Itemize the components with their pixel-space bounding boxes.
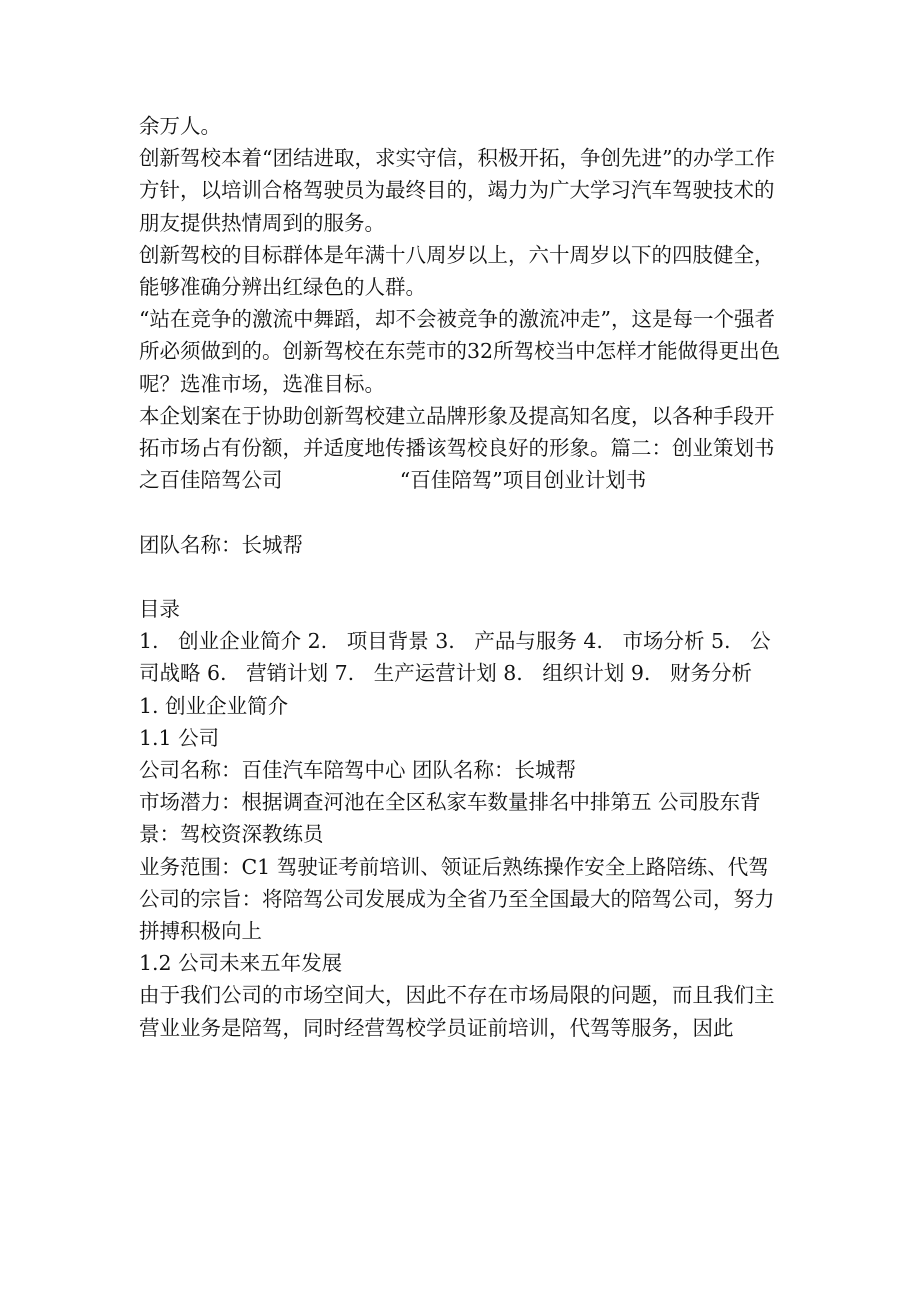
section-heading-1: 1. 创业企业简介 bbox=[139, 693, 289, 718]
blank-line bbox=[139, 561, 789, 593]
paragraph-3: 创新驾校的目标群体是年满十八周岁以上，六十周岁以下的四肢健全，能够准确分辨出红绿色的人群。 bbox=[139, 242, 775, 300]
paragraph-1: 余万人。 bbox=[139, 114, 221, 138]
business-scope-line: 业务范围：C1 驾驶证考前培训、领证后熟练操作安全上路陪练、代驾 bbox=[139, 854, 769, 879]
paragraph-last: 由于我们公司的市场空间大，因此不存在市场局限的问题，而且我们主营业业务是陪驾，同时经营驾校学员证前培训，代驾等服务，因此 bbox=[139, 983, 775, 1040]
section-heading-1-1: 1.1 公司 bbox=[139, 725, 220, 750]
company-purpose-line: 公司的宗旨：将陪驾公司发展成为全省乃至全国最大的陪驾公司，努力拼搏积极向上 bbox=[139, 886, 775, 944]
team-name-line: 团队名称：长城帮 bbox=[139, 532, 303, 557]
paragraph-2: 创新驾校本着“团结进取，求实守信，积极开拓，争创先进”的办学工作方针，以培训合格驾驶员为最终目的，竭力为广大学习汽车驾驶技术的朋友提供热情周到的服务。 bbox=[139, 146, 775, 235]
toc-heading: 目录 bbox=[139, 597, 180, 622]
blank-line bbox=[139, 496, 789, 528]
document-body bbox=[139, 110, 789, 1044]
paragraph-5: 本企划案在于协助创新驾校建立品牌形象及提高知名度，以各种手段开拓市场占有份额，并适度地传播该驾校良好的形象。篇二：创业策划书之百佳陪驾公司 “百佳陪驾”项目创业计划书 bbox=[139, 403, 775, 493]
section-heading-1-2: 1.2 公司未来五年发展 bbox=[139, 951, 343, 976]
paragraph-4: “站在竞争的激流中舞蹈，却不会被竞争的激流冲走”，这是每一个强者所必须做到的。创新驾校在东莞市的32所驾校当中怎样才能做得更出色呢？选准市场，选准目标。 bbox=[139, 307, 781, 396]
market-potential-line: 市场潜力：根据调查河池在全区私家车数量排名中排第五 公司股东背景：驾校资深教练员 bbox=[139, 790, 761, 847]
toc-list: 1. 创业企业简介 2. 项目背景 3. 产品与服务 4. 市场分析 5. 公司战略 6. 营销计划 7. 生产运营计划 8. 组织计划 9. 财务分析 bbox=[139, 629, 771, 686]
company-name-line: 公司名称：百佳汽车陪驾中心 团队名称：长城帮 bbox=[139, 758, 577, 783]
